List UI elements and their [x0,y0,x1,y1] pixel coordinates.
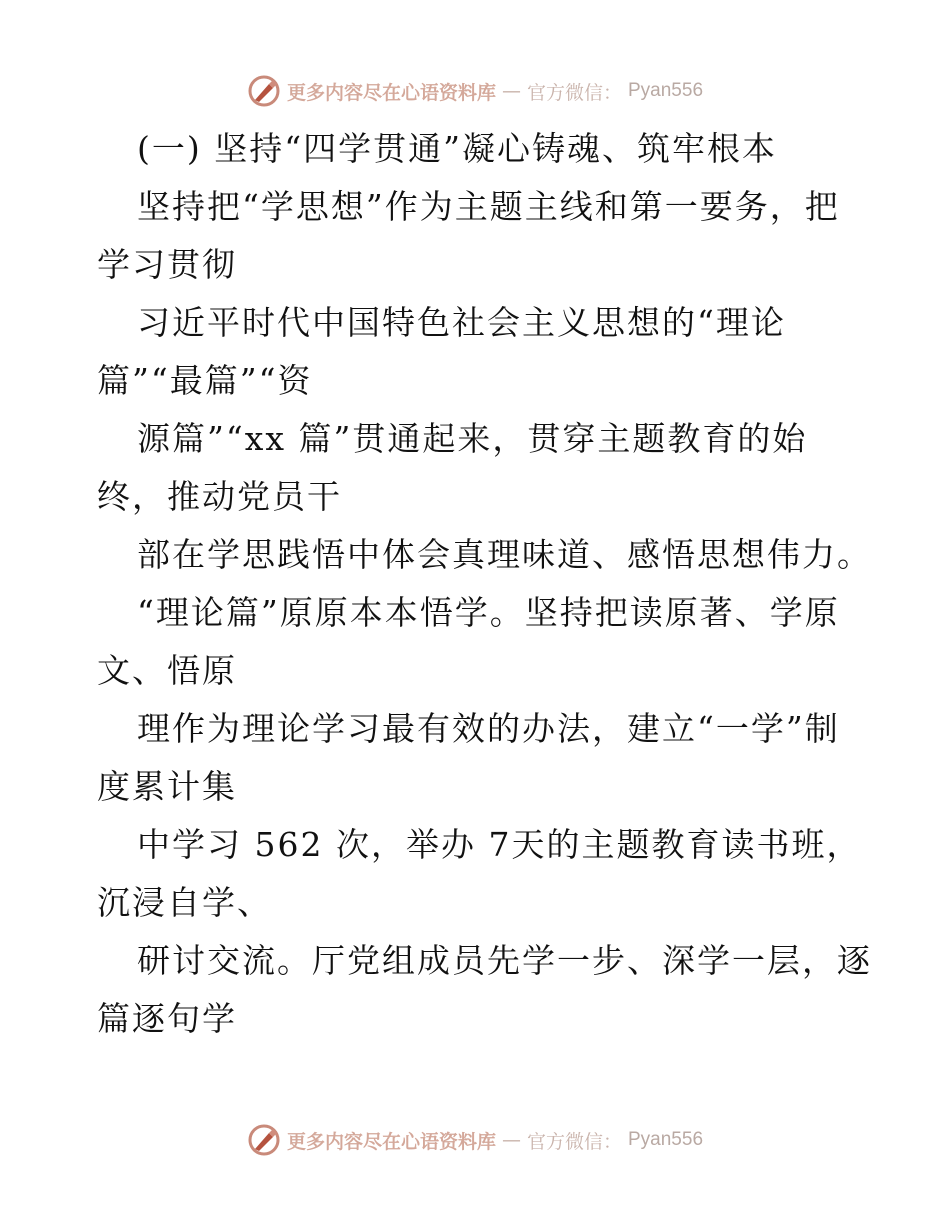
watermark-id: Pyan556 [628,80,704,101]
document-body [97,120,872,1048]
text-line: 学习贯彻 [97,245,237,284]
text-line: 篇逐句学 [97,999,237,1038]
text-line: 文、悟原 [97,651,237,690]
watermark-text: 更多内容尽在心语资料库 [286,1130,496,1153]
watermark-wechat-label: 官方微信： [526,81,622,104]
text-line: 部在学思践悟中体会真理味道、感悟思想伟力。 [137,535,872,574]
footer-watermark [0,1120,950,1160]
header-watermark [0,71,950,111]
text-line: 中学习 562 次，举办 7天的主题教育读书班， [137,825,862,864]
watermark-separator: — [501,1129,521,1151]
watermark-text: 更多内容尽在心语资料库 [286,81,496,104]
text-line: 沉浸自学、 [97,883,272,922]
pen-nib-logo-icon [247,1123,281,1157]
section-heading: (一) 坚持“四学贯通”凝心铸魂、筑牢根本 [137,129,777,168]
text-line: 终，推动党员干 [97,477,342,516]
watermark-wechat-label: 官方微信： [526,1130,622,1153]
text-line: 习近平时代中国特色社会主义思想的“理论 [137,303,786,342]
text-line: 度累计集 [97,767,237,806]
text-line: 源篇”“xx 篇”贯通起来，贯穿主题教育的始 [137,419,808,458]
watermark-id: Pyan556 [628,1129,704,1150]
text-line: 研讨交流。厅党组成员先学一步、深学一层，逐 [137,941,872,980]
pen-nib-logo-icon [247,74,281,108]
watermark-separator: — [501,80,521,102]
text-line: 理作为理论学习最有效的办法，建立“一学”制 [137,709,840,748]
text-line: 篇”“最篇”“资 [97,361,313,400]
text-line: “理论篇”原原本本悟学。坚持把读原著、学原 [137,593,840,632]
text-line: 坚持把“学思想”作为主题主线和第一要务，把 [137,187,840,226]
